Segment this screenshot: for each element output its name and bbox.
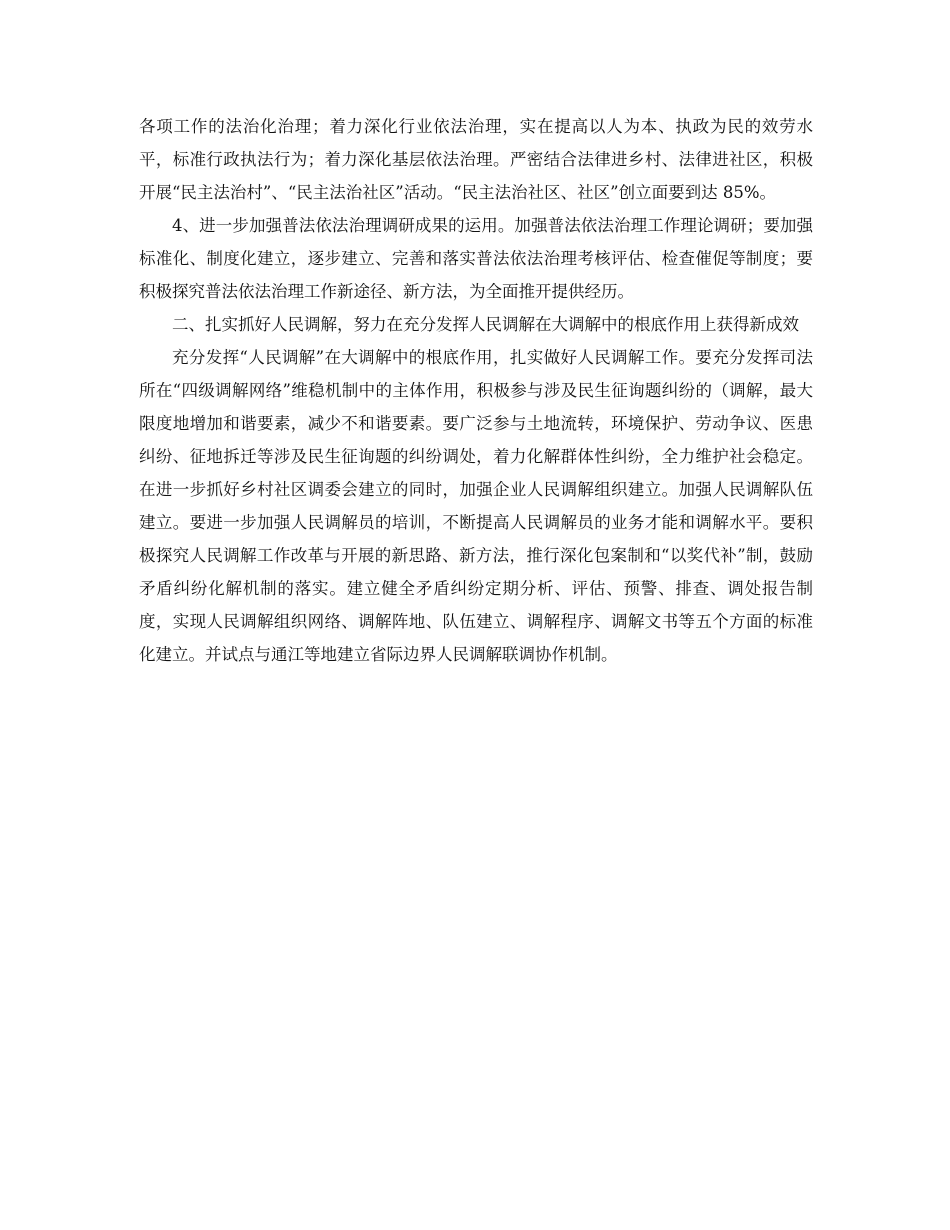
paragraph-item-4: 4、进一步加强普法依法治理调研成果的运用。加强普法依法治理工作理论调研；要加强标准化、制度化建立，逐步建立、完善和落实普法依法治理考核评估、检查催促等制度；要积极探究普法依法治理工作新途径、新方法，为全面推开提供经历。 (139, 216, 813, 301)
document-body (139, 110, 813, 671)
paragraph-mediation: 充分发挥“人民调解”在大调解中的根底作用，扎实做好人民调解工作。要充分发挥司法所在“四级调解网络”维稳机制中的主体作用，积极参与涉及民生征询题纠纷的（调解，最大限度地增加和谐要素，减少不和谐要素。要广泛参与土地流转，环境保护、劳动争议、医患纠纷、征地拆迁等涉及民生征询题的纠纷调处，着力化解群体性纠纷，全力维护社会稳定。在进一步抓好乡村社区调委会建立的同时，加强企业人民调解组织建立。加强人民调解队伍建立。要进一步加强人民调解员的培训，不断提高人民调解员的业务才能和调解水平。要积极探究人民调解工作改革与开展的新思路、新方法，推行深化包案制和“以奖代补”制，鼓励矛盾纠纷化解机制的落实。建立健全矛盾纠纷定期分析、评估、预警、排查、调处报告制度，实现人民调解组织网络、调解阵地、队伍建立、调解程序、调解文书等五个方面的标准化建立。并试点与通江等地建立省际边界人民调解联调协作机制。 (139, 348, 813, 664)
section-heading-2: 二、扎实抓好人民调解，努力在充分发挥人民调解在大调解中的根底作用上获得新成效 (172, 315, 799, 334)
paragraph-continuation: 各项工作的法治化治理；着力深化行业依法治理，实在提高以人为本、执政为民的效劳水平，标准行政执法行为；着力深化基层依法治理。严密结合法律进乡村、法律进社区，积极开展“民主法治村”、“民主法治社区”活动。“民主法治社区、社区”创立面要到达 85%。 (139, 117, 813, 202)
